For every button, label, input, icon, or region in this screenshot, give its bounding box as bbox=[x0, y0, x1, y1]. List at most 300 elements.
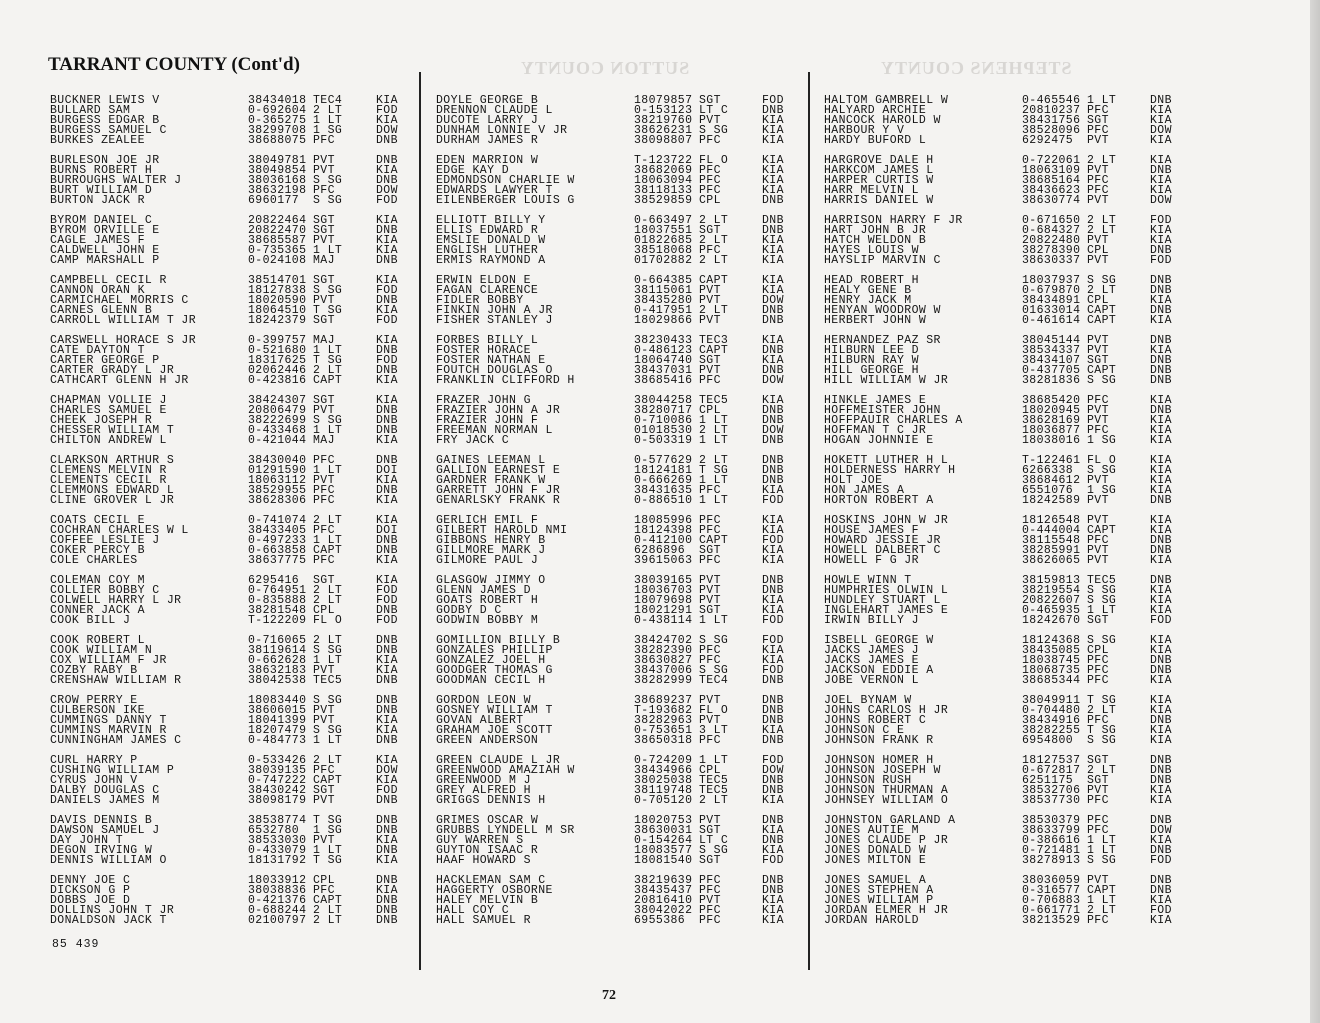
status: KIA bbox=[1150, 454, 1172, 467]
rank: PVT bbox=[1087, 544, 1109, 557]
soldier-name: GREY ALFRED H bbox=[436, 784, 531, 797]
status: FOD bbox=[376, 594, 398, 607]
soldier-name: HARR MELVIN L bbox=[824, 184, 919, 197]
status: KIA bbox=[1150, 584, 1172, 597]
service-number: 18063109 bbox=[1022, 164, 1081, 177]
service-number: 38098807 bbox=[634, 134, 693, 147]
service-number: 38435085 bbox=[1022, 644, 1081, 657]
status: KIA bbox=[1150, 174, 1172, 187]
rank: 2 LT bbox=[699, 304, 729, 317]
rank: PFC bbox=[1087, 664, 1109, 677]
soldier-name: HENRY JACK M bbox=[824, 294, 912, 307]
status: KIA bbox=[376, 654, 398, 667]
status: DNB bbox=[376, 894, 398, 907]
soldier-name: JOEL BYNAM W bbox=[824, 694, 912, 707]
service-number: 38042022 bbox=[634, 904, 693, 917]
rank: 2 LT bbox=[313, 634, 343, 647]
soldier-name: BYROM ORVILLE E bbox=[50, 224, 160, 237]
status: KIA bbox=[1150, 734, 1172, 747]
service-number: 0-154264 bbox=[634, 834, 693, 847]
status: DNB bbox=[762, 314, 784, 327]
soldier-name: GOVAN ALBERT bbox=[436, 714, 524, 727]
status: DNB bbox=[762, 454, 784, 467]
soldier-name: DONALDSON JACK T bbox=[50, 914, 167, 927]
soldier-name: GARDNER FRANK W bbox=[436, 474, 546, 487]
service-number: 0-679870 bbox=[1022, 284, 1081, 297]
rank: SGT bbox=[699, 354, 721, 367]
rank: 1 LT bbox=[699, 434, 729, 447]
status: DNB bbox=[376, 814, 398, 827]
status: DNB bbox=[376, 224, 398, 237]
rank: S SG bbox=[1087, 584, 1117, 597]
status: KIA bbox=[376, 94, 398, 107]
status: DNB bbox=[376, 704, 398, 717]
rank: PFC bbox=[313, 134, 335, 147]
rank: TEC5 bbox=[313, 674, 343, 687]
rank: 1 LT bbox=[1087, 834, 1117, 847]
soldier-name: HAGGERTY OSBORNE bbox=[436, 884, 553, 897]
service-number: 18124181 bbox=[634, 464, 693, 477]
rank: SGT bbox=[313, 214, 335, 227]
status: DNB bbox=[376, 604, 398, 617]
soldier-name: FRANKLIN CLIFFORD H bbox=[436, 374, 575, 387]
rank: PVT bbox=[313, 794, 335, 807]
rank: 1 SG bbox=[313, 824, 343, 837]
status: KIA bbox=[762, 244, 784, 257]
service-number: 18242589 bbox=[1022, 494, 1081, 507]
service-number: 38280717 bbox=[634, 404, 693, 417]
page-heading: TARRANT COUNTY (Cont'd) bbox=[48, 54, 300, 75]
service-number: 38281836 bbox=[1022, 374, 1081, 387]
soldier-name: HOFFPAUIR CHARLES A bbox=[824, 414, 963, 427]
soldier-name: HALTOM GAMBRELL W bbox=[824, 94, 949, 107]
status: FOD bbox=[376, 194, 398, 207]
status: KIA bbox=[376, 514, 398, 527]
rank: 2 LT bbox=[1087, 214, 1117, 227]
soldier-name: JOHNSON THURMAN A bbox=[824, 784, 949, 797]
rank: SGT bbox=[699, 824, 721, 837]
soldier-name: FRAZIER JOHN F bbox=[436, 414, 539, 427]
rank: PFC bbox=[1087, 914, 1109, 927]
soldier-name: COATS CECIL E bbox=[50, 514, 145, 527]
soldier-name: ISBELL GEORGE W bbox=[824, 634, 934, 647]
service-number: 0-433079 bbox=[248, 844, 307, 857]
service-number: 38039135 bbox=[248, 764, 307, 777]
rank: SGT bbox=[699, 544, 721, 557]
status: DNB bbox=[762, 104, 784, 117]
status: DNB bbox=[762, 304, 784, 317]
service-number: 38633799 bbox=[1022, 824, 1081, 837]
status: KIA bbox=[376, 714, 398, 727]
service-number: 0-497233 bbox=[248, 534, 307, 547]
soldier-name: CLEMENS MELVIN R bbox=[50, 464, 167, 477]
service-number: 6286896 bbox=[634, 544, 686, 557]
rank: S SG bbox=[313, 284, 343, 297]
soldier-name: CRENSHAW WILLIAM R bbox=[50, 674, 182, 687]
status: DNB bbox=[376, 544, 398, 557]
rank: SGT bbox=[313, 574, 335, 587]
service-number: 6551076 bbox=[1022, 484, 1074, 497]
service-number: 38650318 bbox=[634, 734, 693, 747]
soldier-name: GRUBBS LYNDELL M SR bbox=[436, 824, 575, 837]
status: DNB bbox=[376, 874, 398, 887]
service-number: 0-503319 bbox=[634, 434, 693, 447]
status: KIA bbox=[1150, 604, 1172, 617]
service-number: 02062446 bbox=[248, 364, 307, 377]
soldier-name: GREEN CLAUDE L JR bbox=[436, 754, 561, 767]
status: DNB bbox=[1150, 884, 1172, 897]
rank: PFC bbox=[313, 554, 335, 567]
service-number: 0-753651 bbox=[634, 724, 693, 737]
soldier-name: HART JOHN B JR bbox=[824, 224, 927, 237]
soldier-name: EDWARDS LAWYER T bbox=[436, 184, 553, 197]
soldier-name: FAGAN CLARENCE bbox=[436, 284, 539, 297]
soldier-name: BURLESON JOE JR bbox=[50, 154, 160, 167]
rank: CPL bbox=[313, 874, 335, 887]
soldier-name: HOWELL DALBERT C bbox=[824, 544, 941, 557]
rank: 2 LT bbox=[1087, 154, 1117, 167]
service-number: 38685420 bbox=[1022, 394, 1081, 407]
service-number: 0-664385 bbox=[634, 274, 693, 287]
rank: PVT bbox=[699, 714, 721, 727]
service-number: 18064740 bbox=[634, 354, 693, 367]
rank: PFC bbox=[1087, 184, 1109, 197]
rank: 2 LT bbox=[313, 914, 343, 927]
service-number: 18041399 bbox=[248, 714, 307, 727]
service-number: 20806479 bbox=[248, 404, 307, 417]
status: DNB bbox=[762, 704, 784, 717]
status: KIA bbox=[762, 724, 784, 737]
service-number: 0-577629 bbox=[634, 454, 693, 467]
status: DNB bbox=[762, 344, 784, 357]
service-number: 38025038 bbox=[634, 774, 693, 787]
status: KIA bbox=[1150, 294, 1172, 307]
rank: PFC bbox=[699, 174, 721, 187]
service-number: 38045144 bbox=[1022, 334, 1081, 347]
service-number: 01633014 bbox=[1022, 304, 1081, 317]
service-number: 39615063 bbox=[634, 554, 693, 567]
rank: CAPT bbox=[1087, 304, 1117, 317]
soldier-name: GAINES LEEMAN L bbox=[436, 454, 546, 467]
rank: SGT bbox=[313, 784, 335, 797]
rank: 2 LT bbox=[1087, 764, 1117, 777]
status: DNB bbox=[1150, 94, 1172, 107]
rank: 2 LT bbox=[699, 234, 729, 247]
status: DNB bbox=[376, 254, 398, 267]
soldier-name: HOFFMAN T C JR bbox=[824, 424, 927, 437]
soldier-name: GILBERT HAROLD NMI bbox=[436, 524, 568, 537]
soldier-name: GENARLSKY FRANK R bbox=[436, 494, 561, 507]
rank: PFC bbox=[1087, 674, 1109, 687]
service-number: 18079698 bbox=[634, 594, 693, 607]
soldier-name: DOBBS JOE D bbox=[50, 894, 131, 907]
service-number: 0-421376 bbox=[248, 894, 307, 907]
rank: CAPT bbox=[1087, 314, 1117, 327]
soldier-name: GREENWOOD AMAZIAH W bbox=[436, 764, 575, 777]
soldier-name: CATE DAYTON T bbox=[50, 344, 145, 357]
rank: PVT bbox=[313, 704, 335, 717]
rank: PVT bbox=[1087, 344, 1109, 357]
soldier-name: DRENNON CLAUDE L bbox=[436, 104, 553, 117]
status: KIA bbox=[762, 914, 784, 927]
service-number: 38430040 bbox=[248, 454, 307, 467]
rank: SGT bbox=[1087, 774, 1109, 787]
soldier-name: DENNIS WILLIAM O bbox=[50, 854, 167, 867]
status: DNB bbox=[1150, 574, 1172, 587]
soldier-name: DENNY JOE C bbox=[50, 874, 131, 887]
status: DNB bbox=[376, 294, 398, 307]
rank: LT C bbox=[699, 834, 729, 847]
status: KIA bbox=[1150, 674, 1172, 687]
service-number: 6532780 bbox=[248, 824, 300, 837]
service-number: 38630031 bbox=[634, 824, 693, 837]
rank: S SG bbox=[1087, 374, 1117, 387]
soldier-name: EILENBERGER LOUIS G bbox=[436, 194, 575, 207]
soldier-name: HARDY BUFORD L bbox=[824, 134, 927, 147]
service-number: 20816410 bbox=[634, 894, 693, 907]
soldier-name: JONES WILLIAM P bbox=[824, 894, 934, 907]
service-number: 38038836 bbox=[248, 884, 307, 897]
status: KIA bbox=[376, 554, 398, 567]
soldier-name: JOHNSON HOMER H bbox=[824, 754, 934, 767]
status: KIA bbox=[1150, 234, 1172, 247]
soldier-name: CARROLL WILLIAM T JR bbox=[50, 314, 197, 327]
status: KIA bbox=[376, 114, 398, 127]
soldier-name: CHILTON ANDREW L bbox=[50, 434, 167, 447]
soldier-name: JOHNS CARLOS H JR bbox=[824, 704, 949, 717]
service-number: 18021291 bbox=[634, 604, 693, 617]
service-number: 38431756 bbox=[1022, 114, 1081, 127]
status: DNB bbox=[376, 344, 398, 357]
status: KIA bbox=[376, 374, 398, 387]
soldier-name: JOHNSON JOSEPH W bbox=[824, 764, 941, 777]
service-number: 0-412100 bbox=[634, 534, 693, 547]
service-number: 18207479 bbox=[248, 724, 307, 737]
status: DNB bbox=[1150, 244, 1172, 257]
service-number: 18037551 bbox=[634, 224, 693, 237]
soldier-name: GOMILLION BILLY B bbox=[436, 634, 561, 647]
soldier-name: BURTON JACK R bbox=[50, 194, 145, 207]
rank: CPL bbox=[1087, 244, 1109, 257]
soldier-name: COLE CHARLES bbox=[50, 554, 138, 567]
soldier-name: HOWARD JESSIE JR bbox=[824, 534, 941, 547]
service-number: 18081540 bbox=[634, 854, 693, 867]
rank: SGT bbox=[1087, 114, 1109, 127]
soldier-name: CARNES GLENN B bbox=[50, 304, 153, 317]
service-number: 18079857 bbox=[634, 94, 693, 107]
soldier-name: HERBERT JOHN W bbox=[824, 314, 927, 327]
status: KIA bbox=[1150, 464, 1172, 477]
rank: PFC bbox=[313, 764, 335, 777]
service-number: 20822470 bbox=[248, 224, 307, 237]
soldier-name: FORBES BILLY L bbox=[436, 334, 539, 347]
service-number: 18020590 bbox=[248, 294, 307, 307]
rank: 1 LT bbox=[313, 464, 343, 477]
status: DNB bbox=[762, 464, 784, 477]
soldier-name: GONZALES PHILLIP bbox=[436, 644, 553, 657]
status: DNB bbox=[376, 824, 398, 837]
status: FOD bbox=[762, 494, 784, 507]
service-number: 38434891 bbox=[1022, 294, 1081, 307]
service-number: 38044258 bbox=[634, 394, 693, 407]
service-number: 18127838 bbox=[248, 284, 307, 297]
status: KIA bbox=[762, 124, 784, 137]
soldier-name: HAYSLIP MARVIN C bbox=[824, 254, 941, 267]
rank: T SG bbox=[1087, 724, 1117, 737]
status: DNB bbox=[1150, 284, 1172, 297]
soldier-name: GRAHAM JOE SCOTT bbox=[436, 724, 553, 737]
service-number: 38630774 bbox=[1022, 194, 1081, 207]
status: DNB bbox=[376, 904, 398, 917]
status: KIA bbox=[762, 594, 784, 607]
rank: PVT bbox=[313, 474, 335, 487]
soldier-name: GUY WARREN S bbox=[436, 834, 524, 847]
soldier-name: CAGLE JAMES F bbox=[50, 234, 145, 247]
service-number: 0-399757 bbox=[248, 334, 307, 347]
rank: MAJ bbox=[313, 434, 335, 447]
status: DNB bbox=[762, 584, 784, 597]
service-number: 0-486123 bbox=[634, 344, 693, 357]
service-number: 6266338 bbox=[1022, 464, 1074, 477]
rank: SGT bbox=[1087, 354, 1109, 367]
status: DNB bbox=[762, 734, 784, 747]
status: KIA bbox=[762, 844, 784, 857]
status: DNB bbox=[762, 434, 784, 447]
rank: 1 SG bbox=[1087, 484, 1117, 497]
status: DNB bbox=[376, 134, 398, 147]
soldier-name: CUMMINGS DANNY T bbox=[50, 714, 167, 727]
rank: LT C bbox=[699, 104, 729, 117]
status: DNB bbox=[762, 214, 784, 227]
rank: 1 LT bbox=[699, 474, 729, 487]
soldier-name: HUNDLEY STUART L bbox=[824, 594, 941, 607]
service-number: 38529955 bbox=[248, 484, 307, 497]
soldier-name: GIBBONS HENRY B bbox=[436, 534, 546, 547]
service-number: 18033912 bbox=[248, 874, 307, 887]
status: DNB bbox=[762, 714, 784, 727]
rank: PFC bbox=[699, 524, 721, 537]
service-number: 6955386 bbox=[634, 914, 686, 927]
soldier-name: BURGESS SAMUEL C bbox=[50, 124, 167, 137]
service-number: 38278390 bbox=[1022, 244, 1081, 257]
rank: S SG bbox=[1087, 274, 1117, 287]
service-number: 6960177 bbox=[248, 194, 300, 207]
service-number: 01822685 bbox=[634, 234, 693, 247]
status: DNB bbox=[1150, 654, 1172, 667]
status: KIA bbox=[1150, 154, 1172, 167]
soldier-name: JOHNS ROBERT C bbox=[824, 714, 927, 727]
rank: PVT bbox=[1087, 494, 1109, 507]
status: FOD bbox=[762, 664, 784, 677]
service-number: 38424307 bbox=[248, 394, 307, 407]
soldier-name: JORDAN HAROLD bbox=[824, 914, 919, 927]
service-number: 38039165 bbox=[634, 574, 693, 587]
status: KIA bbox=[1150, 794, 1172, 807]
soldier-name: JONES DONALD W bbox=[824, 844, 927, 857]
soldier-name: HATCH WELDON B bbox=[824, 234, 927, 247]
soldier-name: HINKLE JAMES E bbox=[824, 394, 927, 407]
service-number: 0-461614 bbox=[1022, 314, 1081, 327]
rank: TEC5 bbox=[699, 784, 729, 797]
status: DOI bbox=[376, 524, 398, 537]
rank: PFC bbox=[699, 884, 721, 897]
rank: PFC bbox=[1087, 794, 1109, 807]
soldier-name: HOLT JOE bbox=[824, 474, 883, 487]
status: KIA bbox=[762, 904, 784, 917]
status: FOD bbox=[762, 854, 784, 867]
rank: 2 LT bbox=[699, 214, 729, 227]
status: KIA bbox=[1150, 344, 1172, 357]
status: FOD bbox=[1150, 854, 1172, 867]
service-number: 38630337 bbox=[1022, 254, 1081, 267]
soldier-name: ENGLISH LUTHER bbox=[436, 244, 539, 257]
rank: CPL bbox=[699, 404, 721, 417]
soldier-name: BUCKNER LEWIS V bbox=[50, 94, 160, 107]
service-number: 0-484773 bbox=[248, 734, 307, 747]
soldier-name: FOSTER NATHAN E bbox=[436, 354, 546, 367]
rank: PFC bbox=[1087, 124, 1109, 137]
service-number: 38219760 bbox=[634, 114, 693, 127]
status: KIA bbox=[1150, 314, 1172, 327]
rank: 1 LT bbox=[1087, 894, 1117, 907]
soldier-name: GRIGGS DENNIS H bbox=[436, 794, 546, 807]
soldier-name: CANNON ORAN K bbox=[50, 284, 145, 297]
rank: PVT bbox=[313, 154, 335, 167]
soldier-name: HOLDERNESS HARRY H bbox=[824, 464, 956, 477]
rank: CPL bbox=[699, 194, 721, 207]
service-number: 38431635 bbox=[634, 484, 693, 497]
service-number: 0-661771 bbox=[1022, 904, 1081, 917]
rank: PFC bbox=[313, 524, 335, 537]
soldier-name: CHESSER WILLIAM T bbox=[50, 424, 175, 437]
soldier-name: HILL WILLIAM W JR bbox=[824, 374, 949, 387]
soldier-name: HOGAN JOHNNIE E bbox=[824, 434, 934, 447]
service-number: 20822607 bbox=[1022, 594, 1081, 607]
soldier-name: COZBY RABY B bbox=[50, 664, 138, 677]
rank: 1 LT bbox=[313, 734, 343, 747]
status: DNB bbox=[1150, 814, 1172, 827]
rank: PFC bbox=[1087, 424, 1109, 437]
status: FOD bbox=[376, 354, 398, 367]
rank: PVT bbox=[1087, 514, 1109, 527]
status: KIA bbox=[762, 254, 784, 267]
status: KIA bbox=[376, 494, 398, 507]
rank: PFC bbox=[699, 904, 721, 917]
soldier-name: HOWLE WINN T bbox=[824, 574, 912, 587]
soldier-name: HARKCOM JAMES L bbox=[824, 164, 934, 177]
rank: T SG bbox=[1087, 694, 1117, 707]
service-number: 01291590 bbox=[248, 464, 307, 477]
rank: 1 LT bbox=[313, 114, 343, 127]
soldier-name: JACKSON EDDIE A bbox=[824, 664, 934, 677]
rank: 1 LT bbox=[699, 754, 729, 767]
rank: TEC5 bbox=[1087, 574, 1117, 587]
service-number: 0-465935 bbox=[1022, 604, 1081, 617]
service-number: 18242670 bbox=[1022, 614, 1081, 627]
rank: PVT bbox=[699, 814, 721, 827]
status: KIA bbox=[762, 654, 784, 667]
soldier-name: CARSWELL HORACE S JR bbox=[50, 334, 197, 347]
rank: 1 LT bbox=[313, 244, 343, 257]
rank: S SG bbox=[313, 194, 343, 207]
status: DNB bbox=[762, 574, 784, 587]
service-number: T-122461 bbox=[1022, 454, 1081, 467]
status: DOW bbox=[1150, 194, 1172, 207]
service-number: 18064510 bbox=[248, 304, 307, 317]
service-number: 38098179 bbox=[248, 794, 307, 807]
service-number: 38281548 bbox=[248, 604, 307, 617]
soldier-name: JACKS JAMES J bbox=[824, 644, 919, 657]
